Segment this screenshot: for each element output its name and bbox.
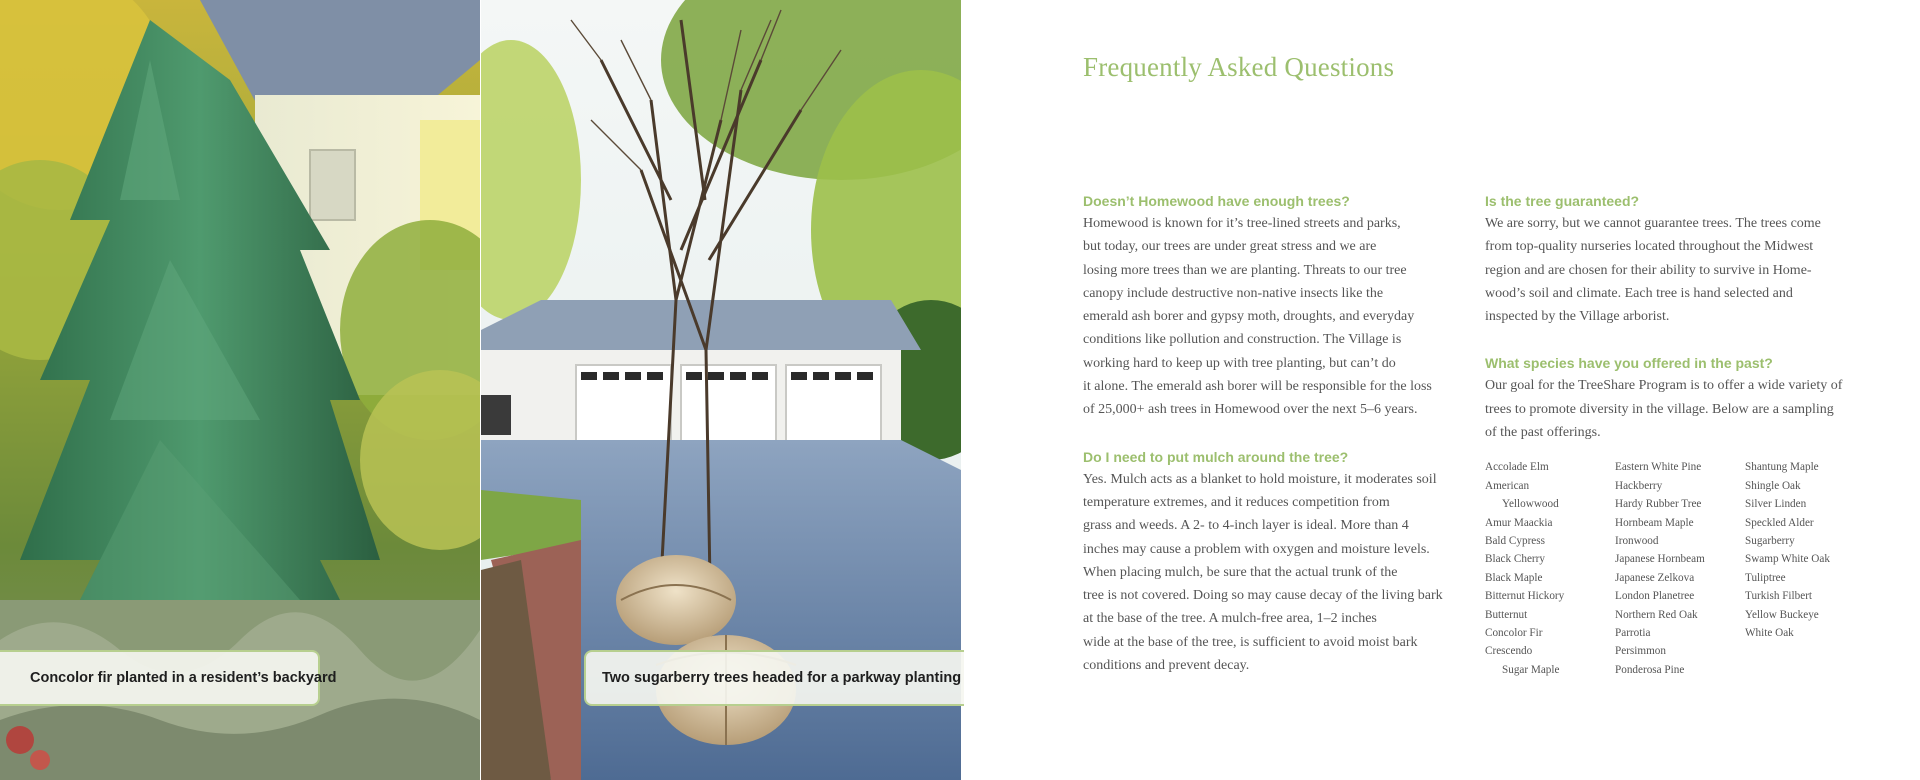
answer-line: at the base of the tree. A mulch-free area, 1–2 inches — [1083, 611, 1377, 627]
species-item: Shantung Maple — [1745, 461, 1819, 474]
answer-line: We are sorry, but we cannot guarantee trees. The trees come — [1485, 216, 1821, 231]
species-column-3 — [1745, 458, 1875, 679]
answer-line: it alone. The emerald ash borer will be responsible for the loss — [1083, 379, 1432, 395]
species-item: Sugar Maple — [1502, 663, 1560, 676]
species-column-1 — [1485, 458, 1615, 679]
species-item: Speckled Alder — [1745, 516, 1814, 529]
caption-sugarberry-trees: Two sugarberry trees headed for a parkway planting — [584, 650, 964, 706]
species-item: Black Cherry — [1485, 553, 1545, 566]
answer-line: wood’s soil and climate. Each tree is hand selected and — [1485, 285, 1793, 301]
species-item: Shingle Oak — [1745, 479, 1801, 492]
faq-item-mulch — [1083, 446, 1463, 678]
answer-line: region and are chosen for their ability to survive in Home- — [1485, 262, 1812, 278]
species-item: Bitternut Hickory — [1485, 590, 1565, 603]
species-item: Yellow Buckeye — [1745, 608, 1819, 621]
species-item: Amur Maackia — [1485, 516, 1553, 529]
answer-line: of 25,000+ ash trees in Homewood over the next 5–6 years. — [1083, 402, 1418, 418]
species-item: Sugarberry — [1745, 535, 1795, 547]
faq-question: Doesn’t Homewood have enough trees? — [1083, 193, 1350, 209]
answer-line: but today, our trees are under great stress and we are — [1083, 239, 1377, 255]
species-item: Yellowwood — [1502, 498, 1559, 511]
species-item: Accolade Elm — [1485, 461, 1549, 474]
answer-line: grass and weeds. A 2- to 4-inch layer is ideal. More than 4 — [1083, 518, 1409, 534]
species-column-2 — [1615, 458, 1745, 679]
species-item: Butternut — [1485, 608, 1528, 621]
answer-line: from top-quality nurseries located throughout the Midwest — [1485, 239, 1814, 255]
faq-question: Is the tree guaranteed? — [1485, 193, 1640, 209]
species-item: London Planetree — [1615, 590, 1695, 603]
caption-concolor-fir: Concolor fir planted in a resident’s backyard — [0, 650, 320, 706]
faq-answer — [1485, 212, 1875, 328]
species-item: Swamp White Oak — [1745, 553, 1830, 566]
answer-line: temperature extremes, and it reduces competition from — [1083, 494, 1390, 510]
faq-column-right — [1485, 190, 1875, 679]
answer-line: Our goal for the TreeShare Program is to offer a wide variety of — [1485, 378, 1843, 394]
answer-line: conditions like pollution and construction. The Village is — [1083, 332, 1402, 348]
faq-column-left — [1083, 190, 1463, 701]
page-title: Frequently Asked Questions — [1083, 52, 1395, 82]
species-item: Hackberry — [1615, 479, 1663, 492]
species-item: Northern Red Oak — [1615, 608, 1698, 621]
answer-line: canopy include destructive non-native insects like the — [1083, 285, 1384, 301]
species-item: Parrotia — [1615, 627, 1651, 640]
answer-line: trees to promote diversity in the village. Below are a sampling — [1485, 401, 1834, 417]
species-item: Bald Cypress — [1485, 535, 1545, 547]
species-item: Crescendo — [1485, 645, 1533, 658]
answer-line: of the past offerings. — [1485, 425, 1601, 441]
faq-answer — [1485, 374, 1875, 444]
species-item: Ironwood — [1615, 535, 1659, 547]
answer-line: working hard to keep up with tree planting, but can’t do — [1083, 355, 1396, 371]
faq-answer — [1083, 468, 1463, 678]
answer-line: When placing mulch, be sure that the actual trunk of the — [1083, 564, 1398, 580]
species-item: Concolor Fir — [1485, 627, 1543, 640]
species-item: Hornbeam Maple — [1615, 516, 1694, 529]
answer-line: Homewood is known for it’s tree-lined streets and parks, — [1083, 216, 1401, 231]
species-list — [1485, 458, 1875, 679]
faq-answer — [1083, 212, 1463, 422]
faq-item-guarantee — [1485, 190, 1875, 328]
answer-line: conditions and prevent decay. — [1083, 658, 1250, 674]
answer-line: losing more trees than we are planting. Threats to our tree — [1083, 262, 1407, 278]
answer-line: emerald ash borer and gypsy moth, droughts, and everyday — [1083, 309, 1415, 325]
answer-line: inches may cause a problem with oxygen and moisture levels. — [1083, 541, 1430, 557]
species-item: Japanese Hornbeam — [1615, 553, 1705, 566]
faq-question: Do I need to put mulch around the tree? — [1083, 448, 1349, 465]
species-item: Eastern White Pine — [1615, 461, 1702, 474]
species-item: Silver Linden — [1745, 498, 1807, 511]
faq-item-species — [1485, 352, 1875, 444]
species-item: American — [1485, 479, 1530, 492]
answer-line: Yes. Mulch acts as a blanket to hold moisture, it moderates soil — [1083, 471, 1437, 487]
answer-line: wide at the base of the tree, is sufficient to avoid moist bark — [1083, 634, 1418, 650]
species-item: Ponderosa Pine — [1615, 663, 1685, 676]
species-item: Black Maple — [1485, 571, 1543, 584]
species-item: White Oak — [1745, 627, 1794, 640]
species-item: Persimmon — [1615, 645, 1666, 658]
answer-line: inspected by the Village arborist. — [1485, 309, 1670, 325]
answer-line: tree is not covered. Doing so may cause decay of the living bark — [1083, 588, 1443, 604]
faq-question: What species have you offered in the past? — [1485, 355, 1773, 372]
species-item: Tuliptree — [1745, 571, 1786, 584]
species-item: Japanese Zelkova — [1615, 571, 1695, 584]
faq-item-enough-trees — [1083, 190, 1463, 422]
species-item: Turkish Filbert — [1745, 590, 1813, 603]
species-item: Hardy Rubber Tree — [1615, 498, 1702, 511]
